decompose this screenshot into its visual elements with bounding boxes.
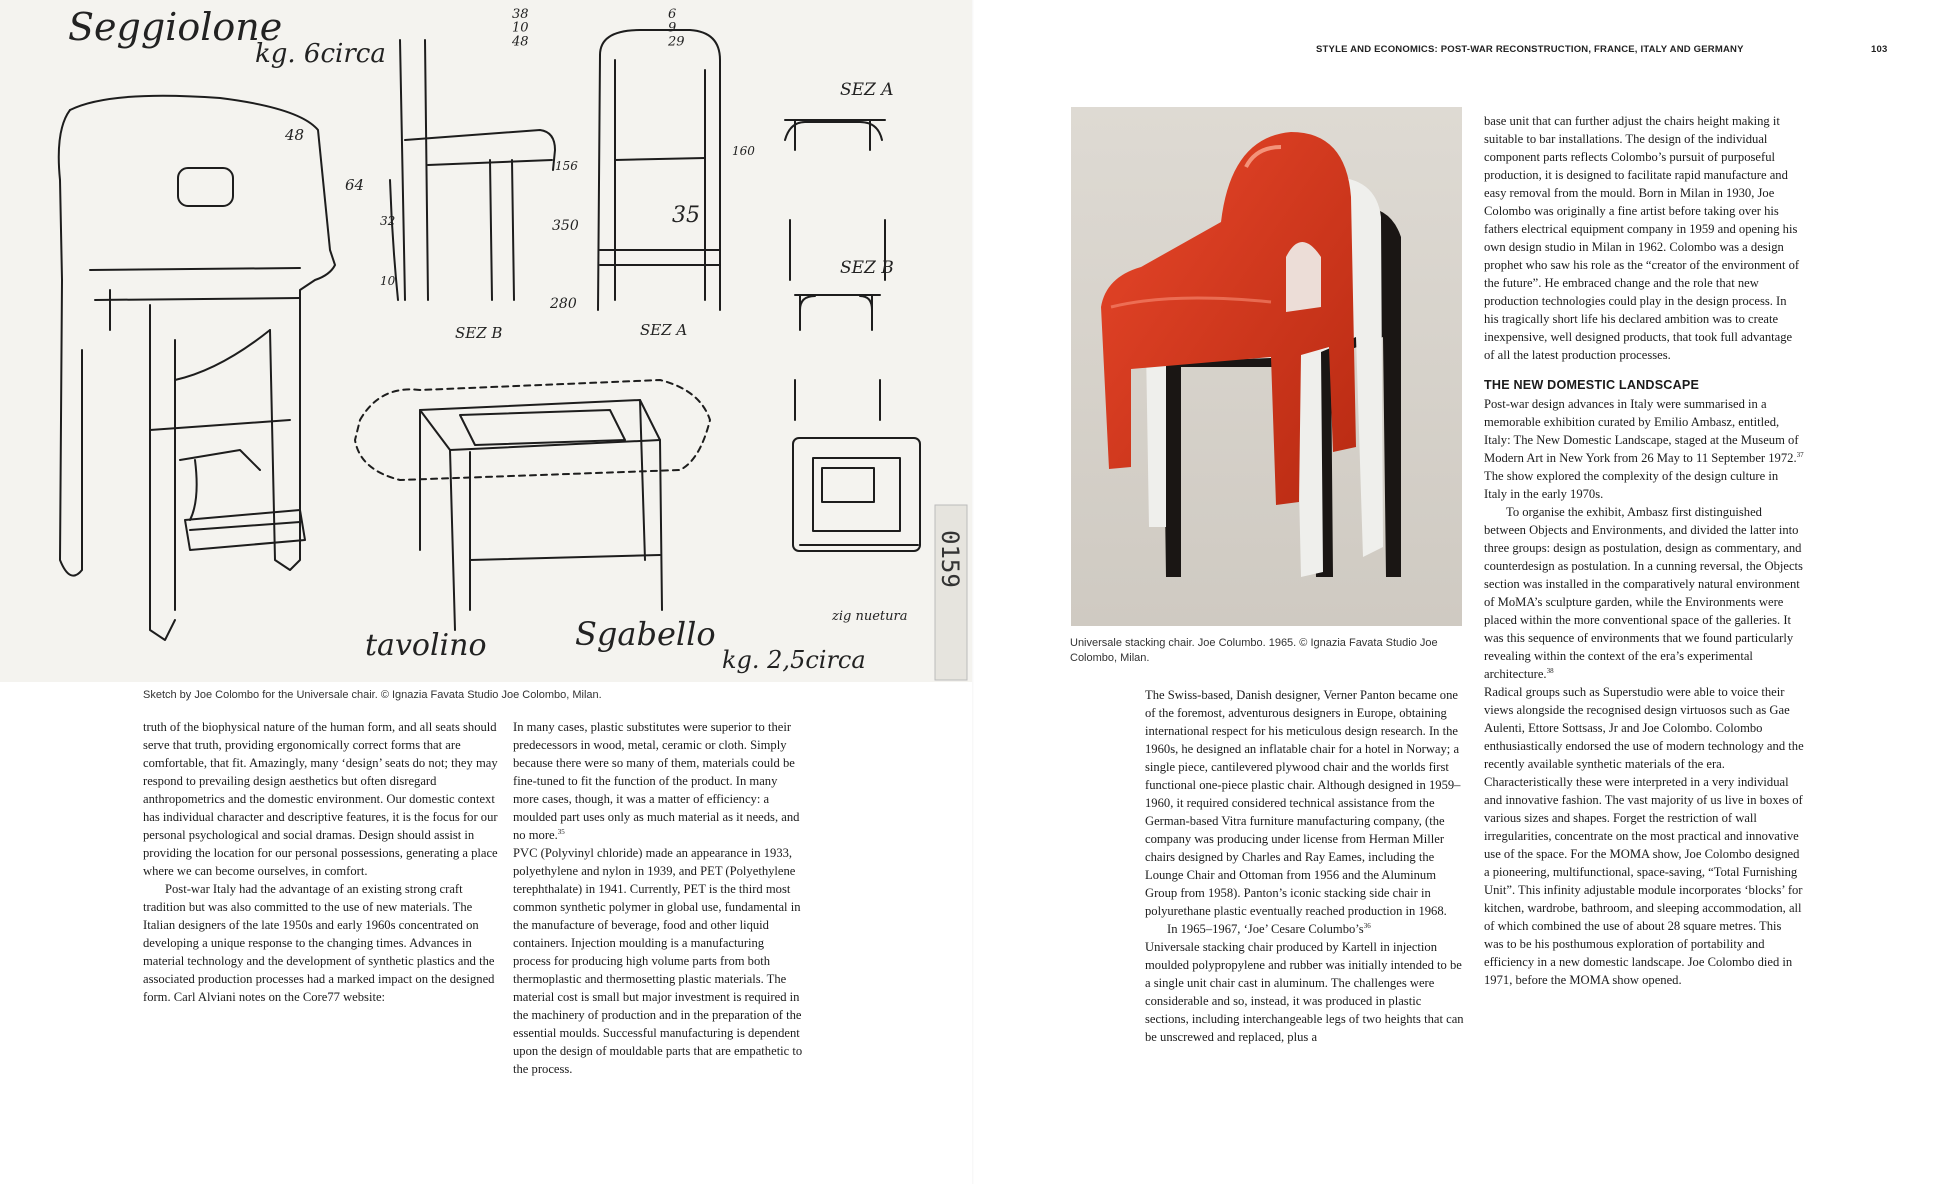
sketch-dim-350: 350 bbox=[552, 218, 579, 234]
sketch-sez-b-mid: SEZ B bbox=[840, 258, 894, 278]
paragraph-tail: The show explored the complexity of the design culture in Italy in the early 1970s. bbox=[1484, 469, 1779, 501]
sketch-dim-35: 35 bbox=[672, 203, 700, 228]
sketch-dim-160: 160 bbox=[732, 144, 755, 158]
sketch-dim-64: 64 bbox=[345, 176, 365, 194]
footnote-ref: 38 bbox=[1546, 667, 1554, 675]
text-column-1 bbox=[143, 718, 498, 1006]
sketch-dim-10: 10 bbox=[380, 274, 396, 288]
paragraph-body: Universale stacking chair produced by Kartell in injection moulded polypropylene and rubber was initially intended to be a single unit chair cast in aluminum. The challenges were considerable and so, instead, it was produced in plastic sections, including interchangeable legs of two heights that can be unscrewed and replaced, plus a bbox=[1145, 940, 1464, 1044]
paragraph: truth of the biophysical nature of the human form, and all seats should serve that truth, providing ergonomically correct forms that are comfortable, that fit. Amazingly, many ‘design’ seats do not; they may respond to prevailing design aesthetics but often disregard anthropometrics and the domestic environment. Our domestic context has individual character and descriptive features, it is the focus for our personal psychological and social dramas. Design should assist in providing the location for our personal possessions, generating a place where we can become ourselves, in comfort. bbox=[143, 720, 498, 878]
sketch-zig-note: zig nuetura bbox=[832, 609, 908, 624]
text-column-2 bbox=[513, 718, 803, 1078]
sketch-figure bbox=[0, 0, 972, 682]
universale-chairs-illustration bbox=[1071, 107, 1462, 626]
sketch-caption: Sketch by Joe Colombo for the Universale chair. © Ignazia Favata Studio Joe Colombo, Milan. bbox=[143, 689, 602, 701]
chair-photo bbox=[1071, 107, 1462, 626]
sketch-sez-b-label: SEZ B bbox=[455, 324, 503, 342]
sketch-title-handwriting: Seggiolone bbox=[68, 5, 283, 49]
footnote-ref: 37 bbox=[1796, 451, 1804, 459]
sketch-dim-156: 156 bbox=[555, 159, 578, 173]
sketch-sgabello: Sgabello bbox=[575, 615, 716, 653]
sketch-dims-top2: 6 9 29 bbox=[668, 7, 685, 50]
sketch-drawing bbox=[0, 0, 972, 682]
footnote-ref: 36 bbox=[1363, 922, 1371, 930]
paragraph: The Swiss-based, Danish designer, Verner Panton became one of the foremost, adventurous designers in Europe, obtaining international respect for his meticulous design research. In the 1960s, he designed an inflatable chair for a hotel in Norway; a single piece, cantilevered plywood chair and the worlds first functional one-piece plastic chair. Although designed in 1959–1960, it required considered technical assistance from the German-based Vitra furniture manufacturing company, (the company was producing under license from Herman Miller chairs designed by Charles and Ray Eames, including the Lounge Chair and Ottoman from 1956 and the Aluminum Group from 1958). Panton’s iconic stacking side chair in polyurethane plastic eventually reached production in 1968. bbox=[1145, 688, 1461, 918]
sketch-sez-a-label: SEZ A bbox=[640, 321, 688, 339]
paragraph: Radical groups such as Superstudio were able to voice their views alongside the recognised design virtuosos such as Gae Aulenti, Ettore Sottsass, Jr and Joe Colombo. Colombo enthusiastically endorsed the use of modern technology and the recently available synthetic materials of the era. Characteristically these were interpreted in a very individual and innovative fashion. The vast majority of us live in boxes of various sizes and shapes. Forget the restriction of wall irregularities, concentrate on the most practical and innovative use of the space. For the MOMA show, Joe Colombo designed a pioneering, multifunctional, space-saving, “Total Furnishing Unit”. This infinity adjustable module incorporates ‘blocks’ for kitchen, wardrobe, bathroom, and sleeping accommodation, all of which combined the use of about 28 square metres. This was to be his posthumous exploration of portability and efficiency in a new domestic landscape. Joe Colombo died in 1971, before the MOMA show opened. bbox=[1484, 685, 1804, 987]
sketch-weight-bottom: kg. 2,5circa bbox=[722, 646, 866, 674]
paragraph bbox=[1145, 920, 1465, 1046]
text-column-3 bbox=[1145, 686, 1465, 1046]
quote-paragraph bbox=[513, 718, 803, 844]
text-column-4 bbox=[1484, 112, 1804, 989]
sketch-weight-top: kg. 6circa bbox=[255, 39, 386, 69]
running-header: STYLE AND ECONOMICS: POST-WAR RECONSTRUCTION, FRANCE, ITALY AND GERMANY bbox=[1316, 44, 1744, 55]
paragraph: PVC (Polyvinyl chloride) made an appearance in 1933, polyethylene and nylon in 1939, and PET (Polyethylene terephthalate) in 1941. Currently, PET is the third most common synthetic polymer in global use, fundamental in the manufacture of beverage, food and other liquid containers. Injection moulding is a manufacturing process for producing high volume parts from both thermoplastic and thermosetting plastic materials. The material cost is small but major investment is required in the machinery of production and in the preparation of the essential moulds. Successful manufacturing is dependent upon the design of mouldable parts that are empathetic to the process. bbox=[513, 846, 803, 1076]
sketch-dim-280: 280 bbox=[550, 296, 577, 312]
sketch-dim-48: 48 bbox=[285, 126, 305, 144]
sketch-dim-32: 32 bbox=[380, 214, 396, 228]
paragraph bbox=[1484, 395, 1804, 503]
paragraph-body: To organise the exhibit, Ambasz first distinguished between Objects and Environments, and divided the latter into three groups: design as postulation, design as commentary, and counterdesign as postulation. In a cunning reversal, the Objects section was installed in the comparatively natural environment of MoMA’s sculpture garden, while the Environments were placed within the more conventional space of the galleries. It was this sequence of environments that we found particularly revealing within the context of the era’s experimental architecture. bbox=[1484, 505, 1803, 681]
paragraph: base unit that can further adjust the chairs height making it suitable to bar installations. The design of the individual component parts reflects Colombo’s pursuit of purposeful production, it is designed to facilitate rapid manufacture and easy removal from the mould. Born in Milan in 1930, Joe Colombo was originally a fine artist before taking over his fathers electrical equipment company in 1959 and opening his own design studio in Milan in 1962. Colombo was a design prophet who saw his role as the “creator of the environment of the future”. He embraced change and the role that new production technologies could play in the design process. In his tragically short life his declared ambition was to create inexpensive, well designed products, that took full advantage of all the latest production processes. bbox=[1484, 114, 1800, 362]
paragraph bbox=[1484, 503, 1804, 683]
sketch-tavolino: tavolino bbox=[365, 628, 487, 663]
sketch-sez-a-top: SEZ A bbox=[840, 80, 894, 100]
quote-text: In many cases, plastic substitutes were superior to their predecessors in wood, metal, ceramic or cloth. Simply because there were so many of them, materials could be fine-tuned to fit the function of the product. In many more cases, though, it was a matter of efficiency: a moulded part uses only as much material as it needs, and no more. bbox=[513, 720, 800, 842]
sketch-dims-top: 38 10 48 bbox=[512, 7, 529, 50]
paragraph: Post-war Italy had the advantage of an existing strong craft tradition but was also committed to the use of new materials. The Italian designers of the late 1950s and early 1960s concentrated on developing a unique response to the changing times. Advances in material technology and the development of synthetic plastics and the associated production processes had a marked impact on the designed form. Carl Alviani notes on the Core77 website: bbox=[143, 882, 495, 1004]
paragraph-body: Post-war design advances in Italy were summarised in a memorable exhibition curated by Emilio Ambasz, entitled, Italy: The New Domestic Landscape, staged at the Museum of Modern Art in New York from 26 May to 11 September 1972. bbox=[1484, 397, 1799, 465]
page-number: 103 bbox=[1871, 44, 1888, 55]
footnote-ref: 35 bbox=[557, 828, 565, 836]
section-heading: THE NEW DOMESTIC LANDSCAPE bbox=[1484, 378, 1700, 392]
paragraph-lead: In 1965–1967, ‘Joe’ Cesare Columbo’s bbox=[1167, 922, 1364, 936]
chair-caption: Universale stacking chair. Joe Columbo. 1965. © Ignazia Favata Studio Joe Colombo, Milan. bbox=[1070, 637, 1438, 664]
archive-stamp: 0159 bbox=[936, 530, 964, 588]
page-gutter bbox=[972, 0, 974, 1184]
